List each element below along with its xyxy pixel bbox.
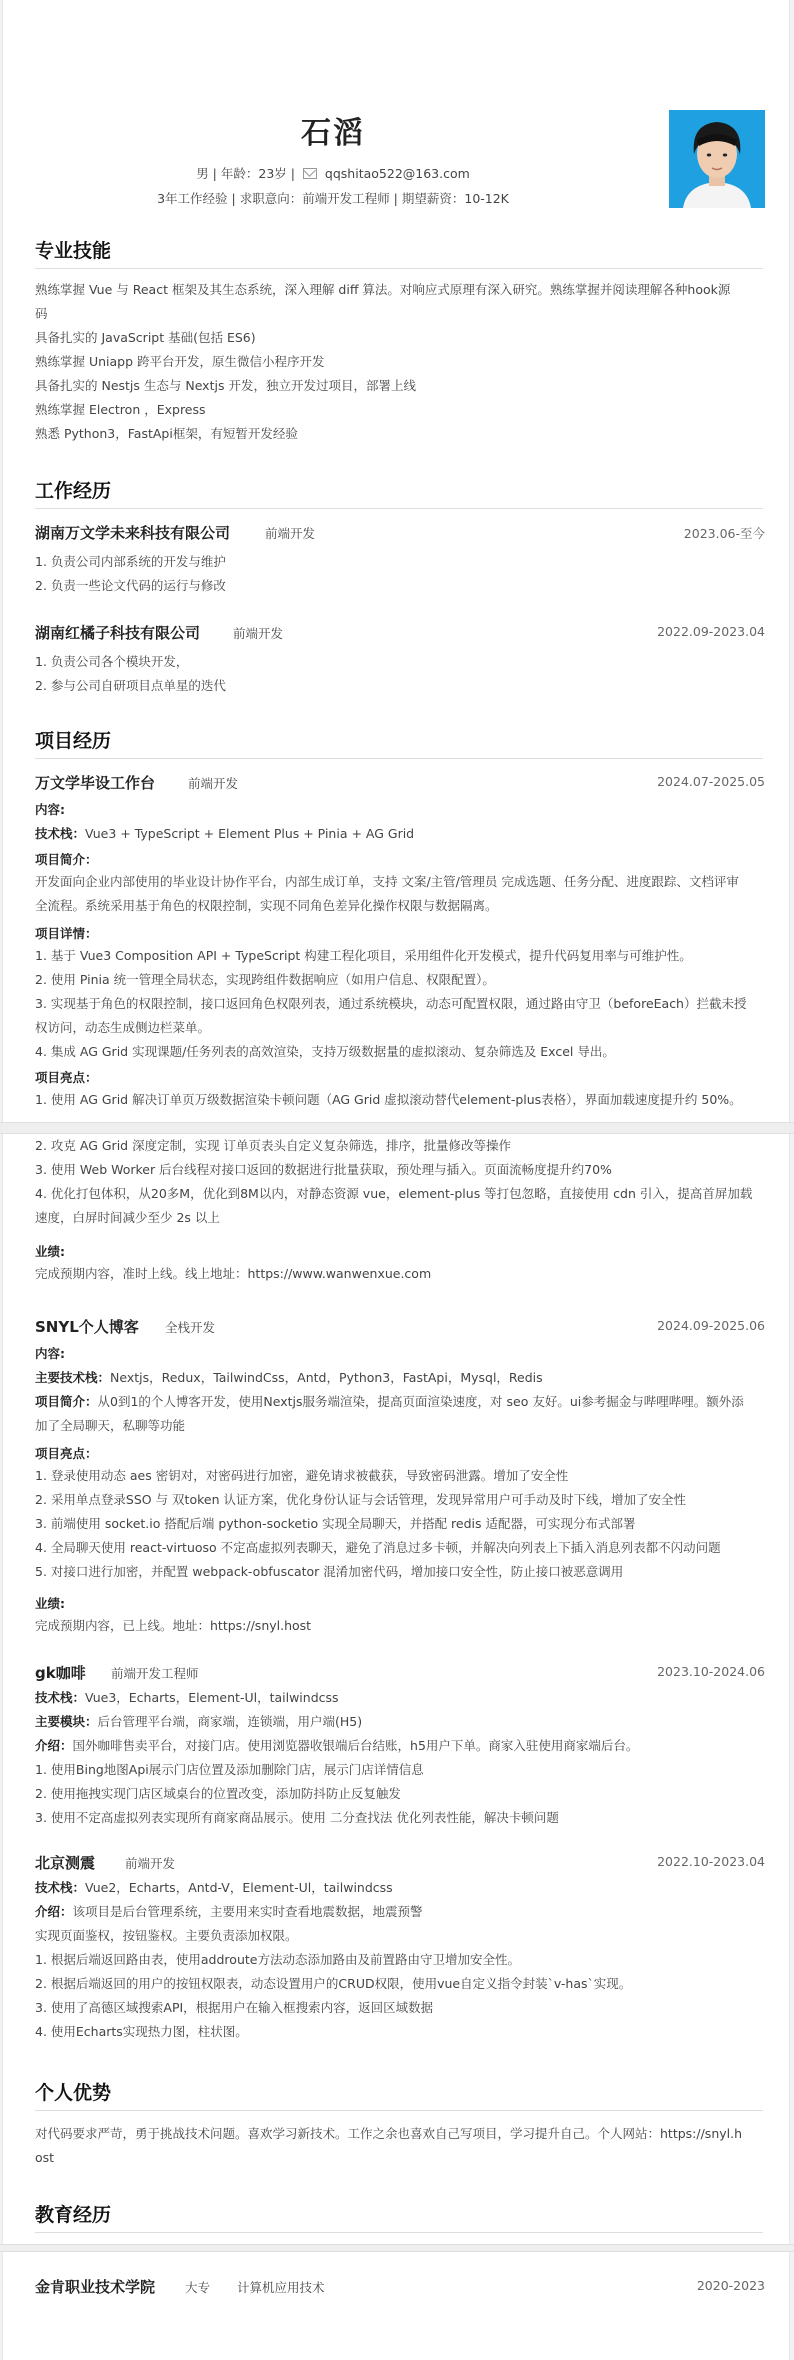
company-name: 湖南红橘子科技有限公司 — [35, 624, 201, 642]
result-line: 完成预期内容，准时上线。线上地址：https://www.wanwenxue.com — [35, 1266, 432, 1281]
profile-photo — [669, 110, 765, 208]
result-line: 完成预期内容，已上线。地址：https://snyl.host — [35, 1618, 312, 1633]
content-label: 内容: — [35, 802, 65, 817]
project-name: gk咖啡 — [35, 1664, 86, 1682]
result-label: 业绩: — [35, 1596, 65, 1611]
project-item: 2. 根据后端返回的用户的按钮权限表，动态设置用户的CRUD权限，使用vue自定义指令封装`v-has`实现。 — [35, 1976, 632, 1991]
section-divider — [35, 2232, 763, 2233]
detail-line: 3. 实现基于角色的权限控制，接口返回角色权限列表，通过系统模块，动态可配置权限，通过路由守卫（beforeEach）拦截未授 — [35, 996, 747, 1011]
highlight-line: 5. 对接口进行加密，并配置 webpack-obfuscator 混淆加密代码，增加接口安全性，防止接口被恶意调用 — [35, 1564, 624, 1579]
job-intent: 3年工作经验 | 求职意向：前端开发工程师 | 期望薪资：10-12K — [157, 191, 509, 206]
intro-label: 项目简介： — [35, 852, 98, 867]
tech-stack-label: 技术栈： — [35, 1880, 86, 1895]
project-item: 4. 使用Echarts实现热力图，柱状图。 — [35, 2024, 248, 2039]
job-item: 2. 参与公司自研项目点单星的迭代 — [35, 678, 226, 693]
gender-age: 男 | 年龄：23岁 | — [196, 166, 295, 181]
project-date: 2023.10-2024.06 — [657, 1664, 765, 1679]
skill-line: 具备扎实的 JavaScript 基础(包括 ES6) — [35, 330, 256, 345]
advantage-line: ost — [35, 2150, 55, 2165]
job-role: 前端开发 — [265, 526, 316, 541]
intro-line: 加了全局聊天，私聊等功能 — [35, 1418, 186, 1433]
page-break — [0, 2244, 794, 2252]
project-role: 全栈开发 — [165, 1320, 216, 1335]
tech-stack-value: Vue2，Echarts，Antd-V，Element-Ul，tailwindcss — [85, 1880, 393, 1895]
job-date: 2023.06-至今 — [683, 526, 765, 541]
education-title: 教育经历 — [35, 2204, 112, 2226]
skill-line: 熟练掌握 Vue 与 React 框架及其生态系统，深入理解 diff 算法。对响应式原理有深入研究。熟练掌握并阅读理解各种hook源 — [35, 282, 731, 297]
section-divider — [35, 508, 763, 509]
page-break — [0, 1122, 794, 1134]
project-role: 前端开发 — [125, 1856, 176, 1871]
content-label: 内容: — [35, 1346, 65, 1361]
highlight-line: 3. 使用 Web Worker 后台线程对接口返回的数据进行批量获取，预处理与插入。页面流畅度提升约70% — [35, 1162, 612, 1177]
project-name: 万文学毕设工作台 — [35, 774, 156, 792]
highlight-line: 3. 前端使用 socket.io 搭配后端 python-socketio 实现全局聊天，并搭配 redis 适配器，可实现分布式部署 — [35, 1516, 636, 1531]
project-date: 2024.09-2025.06 — [657, 1318, 765, 1333]
project-item: 3. 使用不定高虚拟列表实现所有商家商品展示。使用 二分查找法 优化列表性能，解决卡顿问题 — [35, 1810, 559, 1825]
job-item: 1. 负责公司内部系统的开发与维护 — [35, 554, 226, 569]
highlight-label: 项目亮点： — [35, 1446, 98, 1461]
tech-stack-value: Vue3，Echarts，Element-Ul，tailwindcss — [85, 1690, 339, 1705]
highlight-line: 1. 登录使用动态 aes 密钥对，对密码进行加密，避免请求被截获，导致密码泄露。增加了安全性 — [35, 1468, 569, 1483]
skill-line: 熟悉 Python3，FastApi框架，有短暂开发经验 — [35, 426, 298, 441]
intro-label: 介绍： — [35, 1738, 73, 1753]
project-name: 北京测震 — [35, 1854, 96, 1872]
project-item: 1. 根据后端返回路由表，使用addroute方法动态添加路由及前置路由守卫增加安全性。 — [35, 1952, 520, 1967]
detail-label: 项目详情： — [35, 926, 98, 941]
skill-line: 熟练掌握 Electron ，Express — [35, 402, 206, 417]
highlight-label: 项目亮点： — [35, 1070, 98, 1085]
intro-line — [35, 1734, 765, 1758]
intro-line: 开发面向企业内部使用的毕业设计协作平台，内部生成订单，支持 文案/主管/管理员 完成选题、任务分配、进度跟踪、文档评审 — [35, 874, 739, 889]
highlight-line: 1. 使用 AG Grid 解决订单页万级数据渲染卡顿问题（AG Grid 虚拟滚动替代element-plus表格），界面加载速度提升约 50%。 — [35, 1092, 742, 1107]
mail-icon — [303, 168, 317, 179]
degree: 大专 — [185, 2280, 211, 2295]
module-line — [35, 1710, 765, 1734]
tech-stack-label: 技术栈： — [35, 826, 86, 841]
highlight-line: 2. 攻克 AG Grid 深度定制，实现 订单页表头自定义复杂筛选，排序，批量修改等操作 — [35, 1138, 512, 1153]
intro-label: 项目简介： — [35, 1394, 98, 1409]
highlight-line: 2. 采用单点登录SSO 与 双token 认证方案，优化身份认证与会话管理，发现异常用户可手动及时下线，增加了安全性 — [35, 1492, 686, 1507]
module-value: 后台管理平台端，商家端，连锁端，用户端(H5) — [97, 1714, 363, 1729]
highlight-line: 速度，白屏时间减少至少 2s 以上 — [35, 1210, 220, 1225]
resume-page-2 — [2, 1134, 790, 2360]
section-divider — [35, 758, 763, 759]
skill-line: 具备扎实的 Nestjs 生态与 Nextjs 开发，独立开发过项目，部署上线 — [35, 378, 416, 393]
project-item: 实现页面鉴权，按钮鉴权。主要负责添加权限。 — [35, 1928, 298, 1943]
resume-header — [3, 0, 789, 230]
tech-stack-label: 技术栈： — [35, 1690, 86, 1705]
basic-info — [3, 164, 663, 182]
project-date: 2022.10-2023.04 — [657, 1854, 765, 1869]
project-item: 1. 使用Bing地图Api展示门店位置及添加删除门店，展示门店详情信息 — [35, 1762, 424, 1777]
school-name: 金肯职业技术学院 — [35, 2278, 156, 2296]
skills-title: 专业技能 — [35, 240, 112, 262]
job-item: 1. 负责公司各个模块开发， — [35, 654, 189, 669]
section-divider — [35, 268, 763, 269]
tech-stack-value: Vue3 + TypeScript + Element Plus + Pinia + AG Grid — [85, 826, 415, 841]
tech-stack-label: 主要技术栈： — [35, 1370, 111, 1385]
advantage-line: 对代码要求严苛，勇于挑战技术问题。喜欢学习新技术。工作之余也喜欢自己写项目，学习提升自己。个人网站：https://snyl.h — [35, 2126, 743, 2141]
resume-page-3 — [2, 2252, 790, 2360]
intro-label: 介绍： — [35, 1904, 73, 1919]
tech-stack — [35, 1686, 765, 1710]
skill-line: 码 — [35, 306, 48, 321]
highlight-line: 4. 全局聊天使用 react-virtuoso 不定高虚拟列表聊天，避免了消息过多卡顿，并解决向列表上下插入消息列表都不闪动问题 — [35, 1540, 721, 1555]
highlight-line: 4. 优化打包体积，从20多M，优化到8M以内，对静态资源 vue，element-plus 等打包忽略，直接使用 cdn 引入，提高首屏加载 — [35, 1186, 753, 1201]
skill-line: 熟练掌握 Uniapp 跨平台开发，原生微信小程序开发 — [35, 354, 325, 369]
detail-line: 权访问，动态生成侧边栏菜单。 — [35, 1020, 211, 1035]
intro-text: 该项目是后台管理系统，主要用来实时查看地震数据，地震预警 — [72, 1904, 423, 1919]
tech-stack-value: Nextjs，Redux，TailwindCss，Antd，Python3，FastApi，Mysql，Redis — [110, 1370, 543, 1385]
job-date: 2022.09-2023.04 — [657, 624, 765, 639]
detail-line: 2. 使用 Pinia 统一管理全局状态，实现跨组件数据响应（如用户信息、权限配置）。 — [35, 972, 495, 987]
detail-line: 4. 集成 AG Grid 实现课题/任务列表的高效渲染，支持万级数据量的虚拟滚动、复杂筛选及 Excel 导出。 — [35, 1044, 615, 1059]
advantage-title: 个人优势 — [35, 2082, 112, 2104]
intro-line: 全流程。系统采用基于角色的权限控制，实现不同角色差异化操作权限与数据隔离。 — [35, 898, 498, 913]
projects-title: 项目经历 — [35, 730, 112, 752]
intro-line — [35, 1390, 765, 1414]
module-label: 主要模块： — [35, 1714, 98, 1729]
job-item: 2. 负责一些论文代码的运行与修改 — [35, 578, 226, 593]
intro-text: 国外咖啡售卖平台，对接门店。使用浏览器收银端后台结账，h5用户下单。商家入驻使用商家端后台。 — [72, 1738, 639, 1753]
project-item: 3. 使用了高德区域搜索API，根据用户在输入框搜索内容，返回区域数据 — [35, 2000, 434, 2015]
education-date: 2020-2023 — [696, 2278, 765, 2293]
intro-text: 从0到1的个人博客开发，使用Nextjs服务端渲染，提高页面渲染速度，对 seo 友好。ui参考掘金与哔哩哔哩。额外添 — [97, 1394, 744, 1409]
project-role: 前端开发 — [188, 776, 239, 791]
tech-stack — [35, 1876, 765, 1900]
project-name: SNYL个人博客 — [35, 1318, 139, 1336]
tech-stack — [35, 822, 765, 846]
section-divider — [35, 2110, 763, 2111]
tech-stack — [35, 1366, 765, 1390]
project-date: 2024.07-2025.05 — [657, 774, 765, 789]
company-name: 湖南万文学未来科技有限公司 — [35, 524, 231, 542]
intro-line — [35, 1900, 765, 1924]
major: 计算机应用技术 — [237, 2280, 325, 2295]
work-title: 工作经历 — [35, 480, 112, 502]
job-role: 前端开发 — [233, 626, 284, 641]
detail-line: 1. 基于 Vue3 Composition API + TypeScript 构建工程化项目，采用组件化开发模式，提升代码复用率与可维护性。 — [35, 948, 692, 963]
result-label: 业绩: — [35, 1244, 65, 1259]
candidate-name: 石滔 — [301, 116, 365, 151]
project-item: 2. 使用拖拽实现门店区域桌台的位置改变，添加防抖防止反复触发 — [35, 1786, 401, 1801]
email: qqshitao522@163.com — [324, 166, 470, 181]
project-role: 前端开发工程师 — [111, 1666, 199, 1681]
